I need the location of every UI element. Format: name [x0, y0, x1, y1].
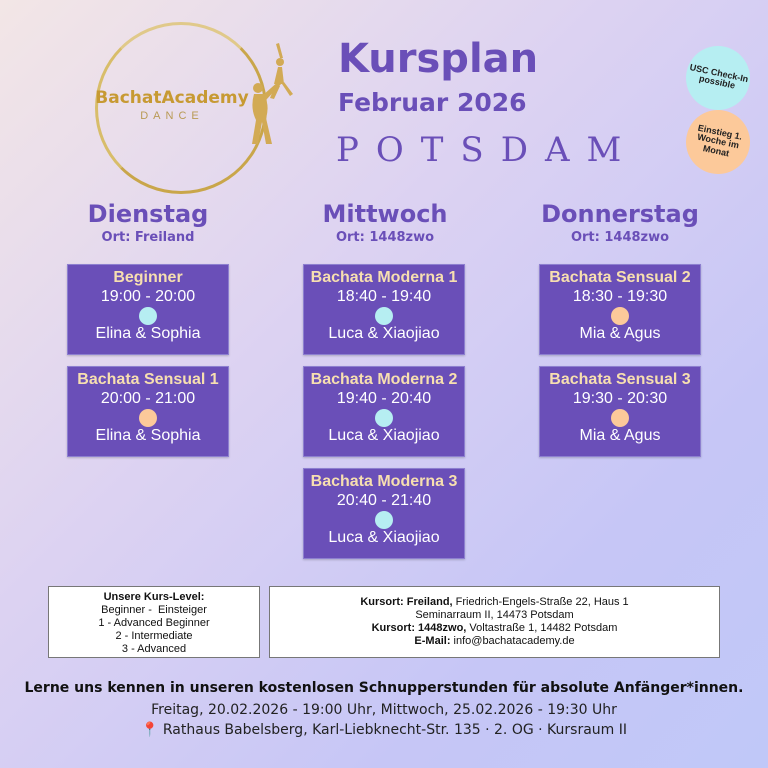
city-name: POTSDAM	[336, 130, 639, 170]
email-label: E-Mail:	[414, 635, 451, 647]
course-teachers: Mia & Agus	[579, 325, 661, 342]
course-card	[303, 366, 465, 457]
levels-title: Unsere Kurs-Level:	[103, 591, 205, 603]
course-name: Bachata Moderna 1	[310, 269, 458, 286]
kursort-label: Kursort: 1448zwo,	[371, 622, 467, 634]
dancers-icon	[236, 40, 296, 150]
page-subtitle: Februar 2026	[338, 88, 527, 117]
course-teachers: Mia & Agus	[579, 427, 661, 444]
course-card	[539, 366, 701, 457]
kursort-line-2	[270, 622, 719, 635]
day-header-mittwoch	[280, 200, 490, 245]
day-place: Ort: 1448zwo	[335, 230, 435, 245]
level-item: 1 - Advanced Beginner	[98, 617, 210, 629]
course-card	[303, 264, 465, 355]
day-name: Dienstag	[87, 200, 209, 228]
course-name: Beginner	[113, 269, 183, 286]
course-time: 19:30 - 20:30	[572, 390, 668, 407]
footer-headline: Lerne uns kennen in unseren kostenlosen Schnupperstunden für absolute Anfänger*innen.	[24, 680, 744, 696]
level-dot	[375, 307, 393, 325]
einstieg-badge-text: Einstieg 1. Woche im Monat	[696, 122, 744, 159]
usc-badge	[680, 40, 756, 116]
level-item: 3 - Advanced	[121, 643, 187, 655]
kursort-box	[269, 586, 720, 658]
course-card	[67, 366, 229, 457]
course-teachers: Luca & Xiaojiao	[328, 427, 440, 444]
day-header-donnerstag	[515, 200, 725, 245]
course-time: 19:00 - 20:00	[100, 288, 196, 305]
course-teachers: Luca & Xiaojiao	[328, 529, 440, 546]
course-name: Bachata Moderna 2	[310, 371, 458, 388]
usc-badge-text: USC Check-In possible	[688, 61, 750, 91]
level-dot	[375, 409, 393, 427]
course-card	[303, 468, 465, 559]
course-name: Bachata Sensual 3	[549, 371, 691, 388]
location-pin-icon: 📍	[140, 722, 159, 738]
email-line	[270, 635, 719, 648]
day-place: Ort: 1448zwo	[570, 230, 670, 245]
footer-dates: Freitag, 20.02.2026 - 19:00 Uhr, Mittwoch, 25.02.2026 - 19:30 Uhr	[151, 702, 617, 718]
page-title: Kursplan	[338, 36, 539, 82]
footer-location-line	[0, 722, 768, 738]
course-time: 19:40 - 20:40	[336, 390, 432, 407]
day-header-dienstag	[43, 200, 253, 245]
course-card	[539, 264, 701, 355]
course-time: 20:40 - 21:40	[336, 492, 432, 509]
course-card	[67, 264, 229, 355]
level-dot	[139, 409, 157, 427]
course-time: 18:40 - 19:40	[336, 288, 432, 305]
course-name: Bachata Sensual 1	[77, 371, 219, 388]
day-place: Ort: Freiland	[101, 230, 195, 245]
level-dot	[611, 409, 629, 427]
course-teachers: Luca & Xiaojiao	[328, 325, 440, 342]
level-item: 2 - Intermediate	[115, 630, 193, 642]
level-dot	[611, 307, 629, 325]
footer-location: Rathaus Babelsberg, Karl-Liebknecht-Str. 135 · 2. OG · Kursraum II	[162, 722, 628, 738]
course-time: 18:30 - 19:30	[572, 288, 668, 305]
kursort-line-1	[270, 596, 719, 609]
kursort-address-line: Seminarraum II, 14473 Potsdam	[415, 609, 574, 621]
levels-box	[48, 586, 260, 658]
course-name: Bachata Moderna 3	[310, 473, 458, 490]
course-name: Bachata Sensual 2	[549, 269, 691, 286]
kursort-address: Friedrich-Engels-Straße 22, Haus 1	[452, 596, 629, 608]
level-item: Beginner - Einsteiger	[101, 604, 207, 616]
course-time: 20:00 - 21:00	[100, 390, 196, 407]
day-name: Donnerstag	[541, 200, 699, 228]
kursort-address: Voltastraße 1, 14482 Potsdam	[466, 622, 618, 634]
day-name: Mittwoch	[322, 200, 448, 228]
level-dot	[139, 307, 157, 325]
logo-name: BachatAcademy	[95, 88, 249, 108]
email-link[interactable]: info@bachatacademy.de	[450, 635, 575, 647]
level-dot	[375, 511, 393, 529]
einstieg-badge	[680, 104, 756, 180]
course-teachers: Elina & Sophia	[95, 427, 201, 444]
kursort-label: Kursort: Freiland,	[360, 596, 453, 608]
course-teachers: Elina & Sophia	[95, 325, 201, 342]
logo-subtitle: DANCE	[140, 110, 204, 122]
